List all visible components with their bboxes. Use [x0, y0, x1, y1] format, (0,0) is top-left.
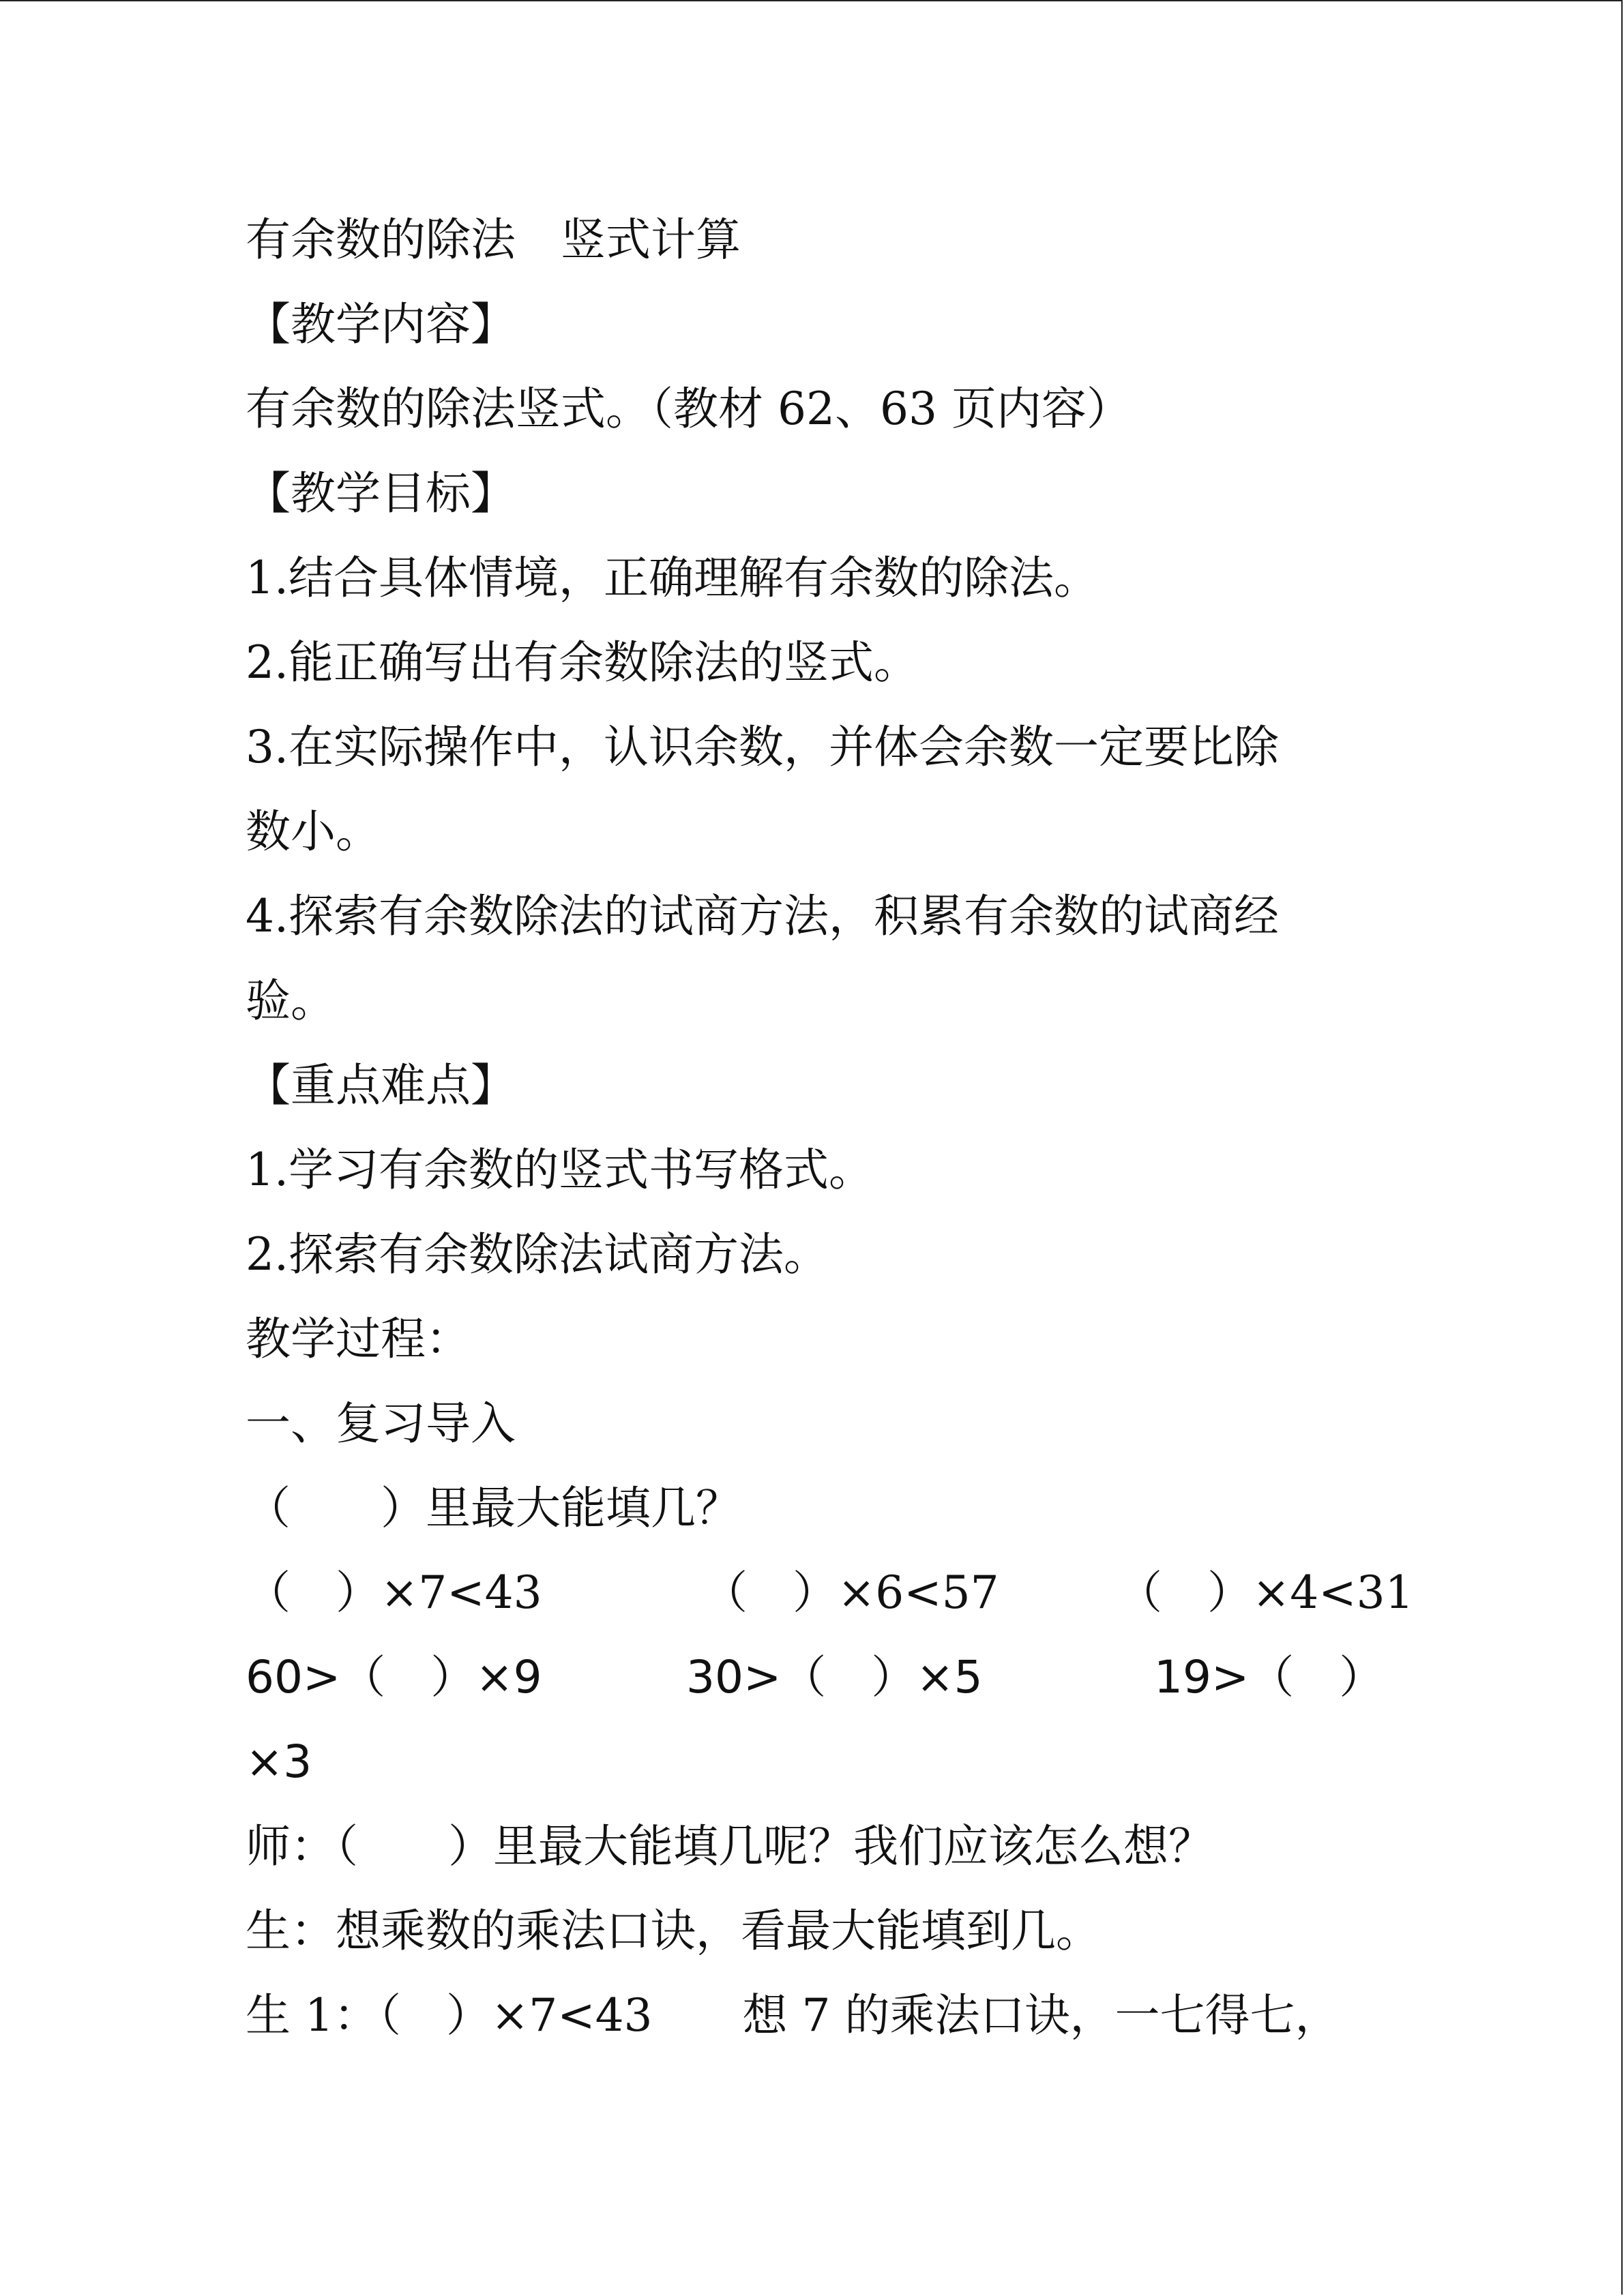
- goal-item-continuation: 数小。: [246, 805, 381, 858]
- content-text: 有余数的除法竖式。（教材 62、63 页内容）: [246, 383, 1132, 435]
- page-title: 有余数的除法 竖式计算: [246, 213, 741, 266]
- teacher-line: 师：（ ）里最大能填几呢？我们应该怎么想？: [246, 1820, 1213, 1873]
- exercise-item: （ ）×7<43: [246, 1566, 542, 1619]
- exercise-item: 60>（ ）×9: [246, 1651, 542, 1703]
- review-question: （ ）里最大能填几？: [246, 1482, 741, 1534]
- exercise-row-2: [246, 1650, 1391, 1705]
- exercise-item: 19>（ ）: [1154, 1651, 1385, 1703]
- exercise-item: 30>（ ）×5: [686, 1651, 983, 1703]
- process-heading: 教学过程：: [246, 1313, 471, 1365]
- exercise-row-1: [246, 1566, 1414, 1620]
- section-heading-keypoints: 【重点难点】: [246, 1059, 516, 1112]
- part1-heading: 一、复习导入: [246, 1397, 516, 1450]
- exercise-item: （ ）×6<57: [703, 1566, 999, 1619]
- goal-item: 3.在实际操作中，认识余数，并体会余数一定要比除: [246, 721, 1279, 773]
- exercise-item: （ ）×4<31: [1117, 1566, 1414, 1619]
- section-heading-goals: 【教学目标】: [246, 467, 516, 520]
- student1-line: 生 1：（ ）×7<43 想 7 的乘法口诀，一七得七，: [246, 1989, 1340, 2042]
- goal-item-continuation: 验。: [246, 974, 336, 1027]
- section-heading-content: 【教学内容】: [246, 298, 516, 351]
- keypoint-item: 1.学习有余数的竖式书写格式。: [246, 1144, 874, 1196]
- exercise-row-2-wrap: ×3: [246, 1735, 312, 1788]
- keypoint-item: 2.探索有余数除法试商方法。: [246, 1228, 829, 1281]
- goal-item: 1.结合具体情境，正确理解有余数的除法。: [246, 552, 1099, 604]
- goal-item: 4.探索有余数除法的试商方法，积累有余数的试商经: [246, 890, 1279, 942]
- goal-item: 2.能正确写出有余数除法的竖式。: [246, 636, 919, 689]
- student-line: 生：想乘数的乘法口诀，看最大能填到几。: [246, 1905, 1101, 1957]
